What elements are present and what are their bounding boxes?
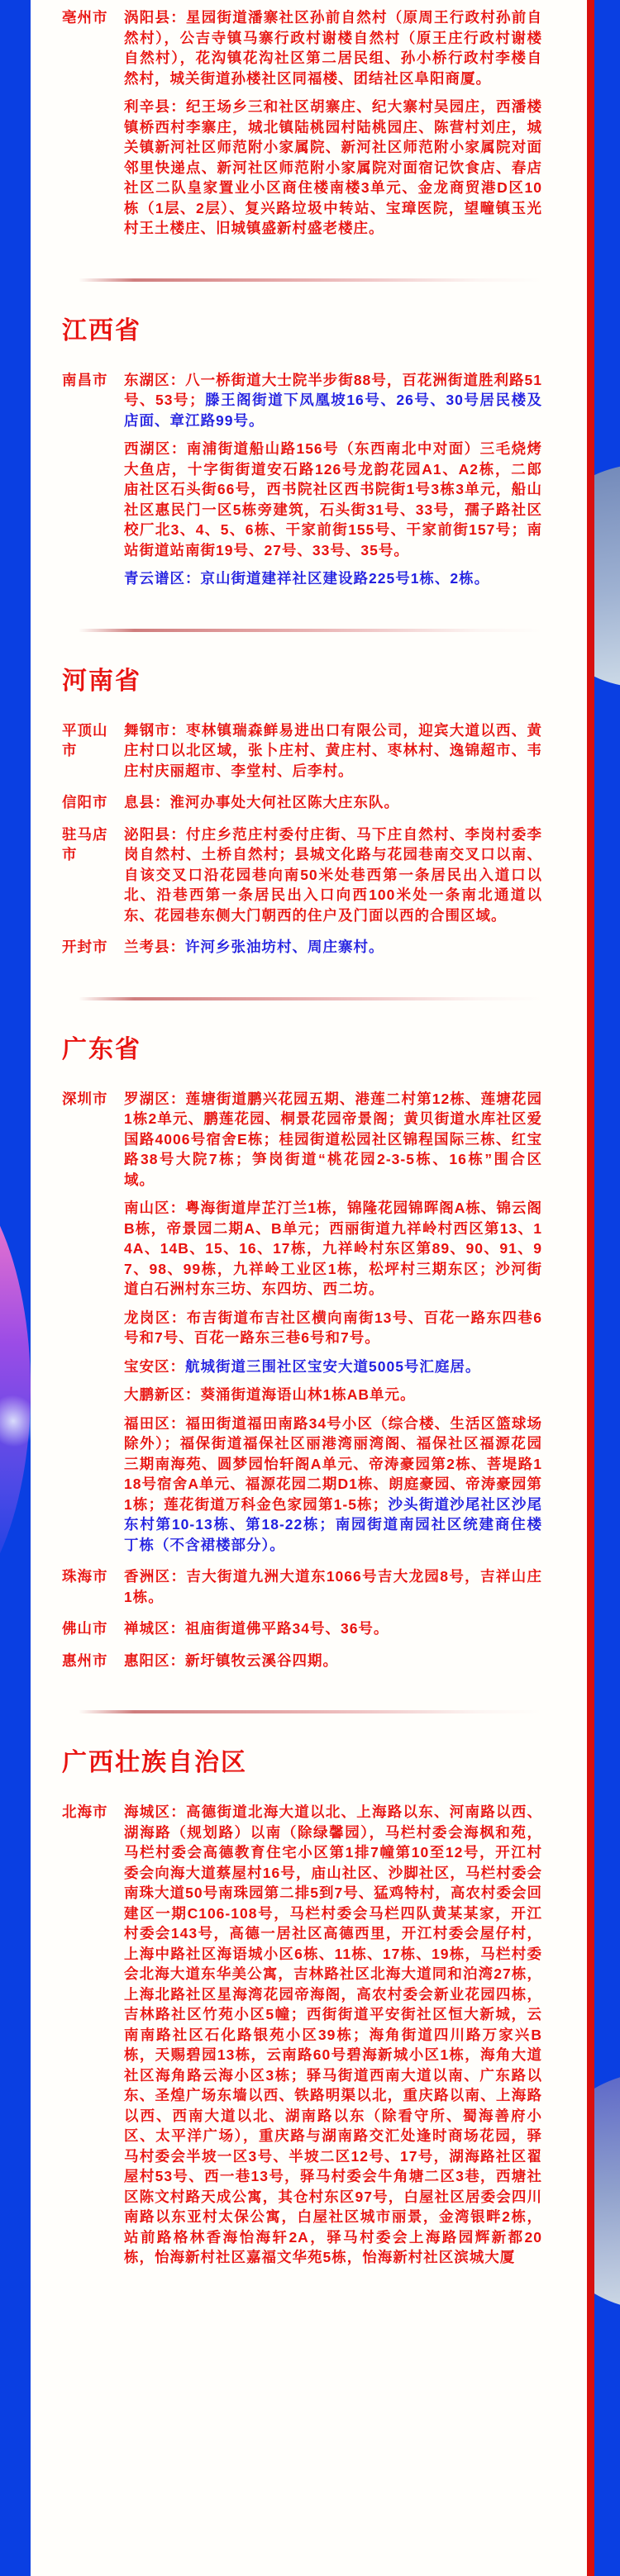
city-paragraphs [124, 1089, 542, 1564]
district-text-segment: 涡阳县：星园街道潘寨社区孙前自然村（原周王行政村孙前自然村），公吉寺镇马寨行政村谢楼自然村（原王庄行政村谢楼自然村），花沟镇花沟社区第二居民组、孙小桥行政村李楼自然村，城关街道孙楼社区同福楼、团结社区阜阳商厦。 [124, 9, 542, 87]
city-entry [62, 1089, 542, 1564]
section-divider [79, 1710, 542, 1713]
district-text-segment: 滕王阁街道下凤凰坡16号、26号、30号居民楼及店面、章江路99号。 [124, 392, 542, 429]
district-text-segment: 惠阳区：新圩镇牧云溪谷四期。 [124, 1652, 338, 1669]
district-paragraph [124, 1651, 542, 1671]
province-header: 河南省 [62, 667, 141, 695]
district-text-segment: 青云谱区：京山街道建祥社区建设路225号1栋、2栋。 [124, 570, 490, 587]
city-paragraphs [124, 792, 542, 821]
city-entry [62, 1802, 542, 2276]
city-paragraphs [124, 825, 542, 934]
district-paragraph [124, 937, 542, 958]
district-paragraph [124, 1089, 542, 1191]
city-name: 开封市 [62, 939, 108, 955]
district-paragraph [124, 1618, 542, 1639]
city-entry [62, 7, 542, 247]
district-text-segment: 大鹏新区：葵涌街道海语山林1栋AB单元。 [124, 1386, 416, 1403]
city-name: 信阳市 [62, 794, 108, 810]
city-paragraphs [124, 1651, 542, 1680]
district-text-segment: 沙头街道沙尾社区沙尾东村第10-13栋、第18-22栋；南园街道南园社区统建商住楼丁栋（不含裙楼部分）。 [124, 1495, 542, 1553]
city-entry [62, 370, 542, 597]
district-paragraph [124, 97, 542, 239]
city-paragraphs [124, 1802, 542, 2276]
city-paragraphs [124, 720, 542, 790]
district-paragraph [124, 1308, 542, 1348]
province-header: 江西省 [62, 316, 141, 345]
city-name: 平顶山市 [62, 721, 108, 758]
district-paragraph [124, 7, 542, 88]
district-text-segment: 息县：淮河办事处大何社区陈大庄东队。 [124, 794, 399, 810]
district-paragraph [124, 370, 542, 431]
district-paragraph [124, 720, 542, 782]
district-text-segment: 南山区：粤海街道岸芷汀兰1栋，锦隆花园锦晖阁A栋、锦云阁B栋，帝景园二期A、B单元；西丽街道九祥岭村西区第13、14A、14B、15、16、17栋，九祥岭村东区第89、90、91、97、98、99栋，九祥岭工业区1栋，松坪村三期东区；沙河街道白石洲村东三坊、东四坊、西二坊。 [124, 1200, 542, 1297]
district-text-segment: 许河乡张油坊村、周庄寨村。 [185, 939, 384, 955]
district-paragraph [124, 568, 542, 589]
city-name: 驻马店市 [62, 825, 108, 863]
city-entry [62, 720, 542, 790]
city-entry [62, 825, 542, 934]
city-name: 珠海市 [62, 1568, 108, 1585]
city-entry [62, 1566, 542, 1615]
district-paragraph [124, 825, 542, 926]
content-card [31, 0, 587, 2576]
section-divider [79, 997, 542, 1000]
district-text-segment: 兰考县： [124, 939, 185, 955]
city-entry [62, 1618, 542, 1647]
section-divider [79, 278, 542, 282]
district-text-segment: 西湖区：南浦街道船山路156号（东西南北中对面）三毛烧烤大鱼店，十字街街道安石路126号龙韵花园A1、A2栋，二郎庙社区石头街66号，西书院社区西书院街1号3栋3单元，船山社区惠民门一区5栋旁建筑，石头街31号、33号，孺子路社区校厂北3、4、5、6栋、干家前街155号、干家前街157号；南站街道站南街19号、27号、33号、35号。 [124, 440, 542, 558]
district-text-segment: 利辛县：纪王场乡三和社区胡寨庄、纪大寨村吴园庄，西潘楼镇桥西村李寨庄，城北镇陆桃园村陆桃园庄、陈营村刘庄，城关镇新河社区师范附小家属院、新河社区师范附小家属院对面邻里快递点、新河社区师范附小家属院对面宿记饮食店、春店社区二队皇家置业小区商住楼南楼3单元、金龙商贸港D区10栋（1层、2层）、复兴路垃圾中转站、宝璋医院，望疃镇玉光村王土楼庄、旧城镇盛新村盛老楼庄。 [124, 98, 542, 236]
city-name: 南昌市 [62, 371, 108, 388]
city-entry [62, 1651, 542, 1680]
city-name: 佛山市 [62, 1620, 108, 1637]
city-paragraphs [124, 1618, 542, 1647]
city-paragraphs [124, 370, 542, 597]
district-text-segment: 东湖区：八一桥街道大士院半步街88号，百花洲街道胜利路51号、53号； [124, 371, 542, 408]
city-name: 北海市 [62, 1804, 108, 1820]
district-text-segment: 福田区：福田街道福田南路34号小区（综合楼、生活区篮球场除外）；福保街道福保社区丽港湾丽湾阁、福保社区福源花园三期南海苑、圆梦园怡轩阁A单元、帝涛豪园第2栋、菩堤路118号宿舍A单元、福源花园二期D1栋、朗庭豪园、帝涛豪园第1栋；莲花街道万科金色家园第1-5栋； [124, 1414, 542, 1513]
city-entry [62, 937, 542, 966]
district-text-segment: 宝安区： [124, 1357, 185, 1375]
pink-gradient-blob [0, 1158, 31, 1621]
section-divider [79, 629, 542, 632]
city-name: 惠州市 [62, 1652, 108, 1669]
district-paragraph [124, 1802, 542, 2268]
district-text-segment: 龙岗区：布吉街道布吉社区横向南街13号、百花一路东四巷6号和7号、百花一路东三巷6号和7号。 [124, 1309, 542, 1346]
district-text-segment: 罗湖区：莲塘街道鹏兴花园五期、港莲二村第12栋、莲塘花园1栋2单元、鹏莲花园、桐景花园帝景阁；黄贝街道水库社区爱国路4006号宿舍E栋；桂园街道松园社区锦程国际三栋、红宝路38号大院7栋；笋岗街道“桃花园2-3-5栋、16栋”围合区域。 [124, 1090, 542, 1188]
city-paragraphs [124, 7, 542, 247]
district-paragraph [124, 1566, 542, 1607]
city-name: 亳州市 [62, 9, 108, 26]
district-text-segment: 舞钢市：枣林镇瑞森鲜易进出口有限公司，迎宾大道以西、黄庄村口以北区域，张卜庄村、黄庄村、枣林村、逸锦超市、韦庄村庆丽超市、李堂村、后李村。 [124, 721, 542, 779]
district-paragraph [124, 1357, 542, 1377]
district-paragraph [124, 792, 542, 813]
district-text-segment: 泌阳县：付庄乡范庄村委付庄街、马下庄自然村、李岗村委李岗自然村、土桥自然村；县城文化路与花园巷南交叉口以南、自该交叉口沿花园巷向南50米处巷西第一条居民出入道口以北、沿巷西第一条居民出入口向西100米处一条南北通道以东、花园巷东侧大门朝西的住户及门面以西的合围区域。 [124, 825, 542, 924]
district-paragraph [124, 1198, 542, 1300]
city-paragraphs [124, 1566, 542, 1615]
district-paragraph [124, 1414, 542, 1556]
district-text-segment: 航城街道三围社区宝安大道5005号汇庭居。 [185, 1357, 481, 1375]
red-edge-stripe [587, 0, 594, 2576]
province-header: 广东省 [62, 1035, 141, 1063]
city-paragraphs [124, 937, 542, 966]
district-paragraph [124, 439, 542, 560]
district-text-segment: 香洲区：吉大街道九洲大道东1066号吉大龙园8号，吉祥山庄1栋。 [124, 1568, 542, 1605]
risk-area-list [31, 0, 587, 2576]
province-header: 广西壮族自治区 [62, 1749, 247, 1776]
district-text-segment: 禅城区：祖庙街道佛平路34号、36号。 [124, 1620, 389, 1637]
district-text-segment: 海城区：高德街道北海大道以北、上海路以东、河南路以西、湖海路（规划路）以南（除绿馨园），马栏村委会海枫和苑，马栏村委会高德教育住宅小区第1排7幢第10至12号，开江村委会向海大道蔡屋村16号，庙山社区、沙脚社区，马栏村委会南珠大道50号南珠园第二排5到7号、猛鸡特村，高农村委会回建区一期C106-108号，马栏村委会马栏四队黄某某家，开江村委会143号，高德一居社区高德西里，开江村委会屋仔村，上海中路社区海语城小区6栋、11栋、17栋、19栋，马栏村委会北海大道东华美公寓，吉林路社区北海大道同和泊湾27栋，上海北路社区星海湾花园帝海阁，高农村委会新业花园四栋，吉林路社区竹苑小区5幢；西街街道平安街社区恒大新城，云南南路社区石化路银苑小区39栋；海角街道四川路万家兴B栋，天赐碧园13栋，云南路60号碧海新城小区1栋，海角大道社区海角路云海小区3栋；驿马街道西南大道以南、广东路以东、圣煌广场东墙以西、铁路明渠以北，重庆路以南、上海路以西、西南大道以北、湖南路以东（除看守所、蜀海善府小区、太平洋广场），重庆路与湖南路交汇处逢时商场花园，驿马村委会半坡一区3号、半坡二区12号、17号，湖海路社区翟屋村53号、西一巷13号，驿马村委会牛角塘二区3巷，西塘社区陈文村路天成公寓，其仓村东区97号，白屋社区居委会四川南路以东亚村太保公寓，白屋社区城市丽景，金湾银畔2栋，站前路格林香海怡海轩2A，驿马村委会上海路园辉新都20栋，怡海新村社区嘉福文华苑5栋，怡海新村社区滨城大厦 [124, 1804, 542, 2265]
district-paragraph [124, 1385, 542, 1405]
city-name: 深圳市 [62, 1090, 108, 1107]
city-entry [62, 792, 542, 821]
